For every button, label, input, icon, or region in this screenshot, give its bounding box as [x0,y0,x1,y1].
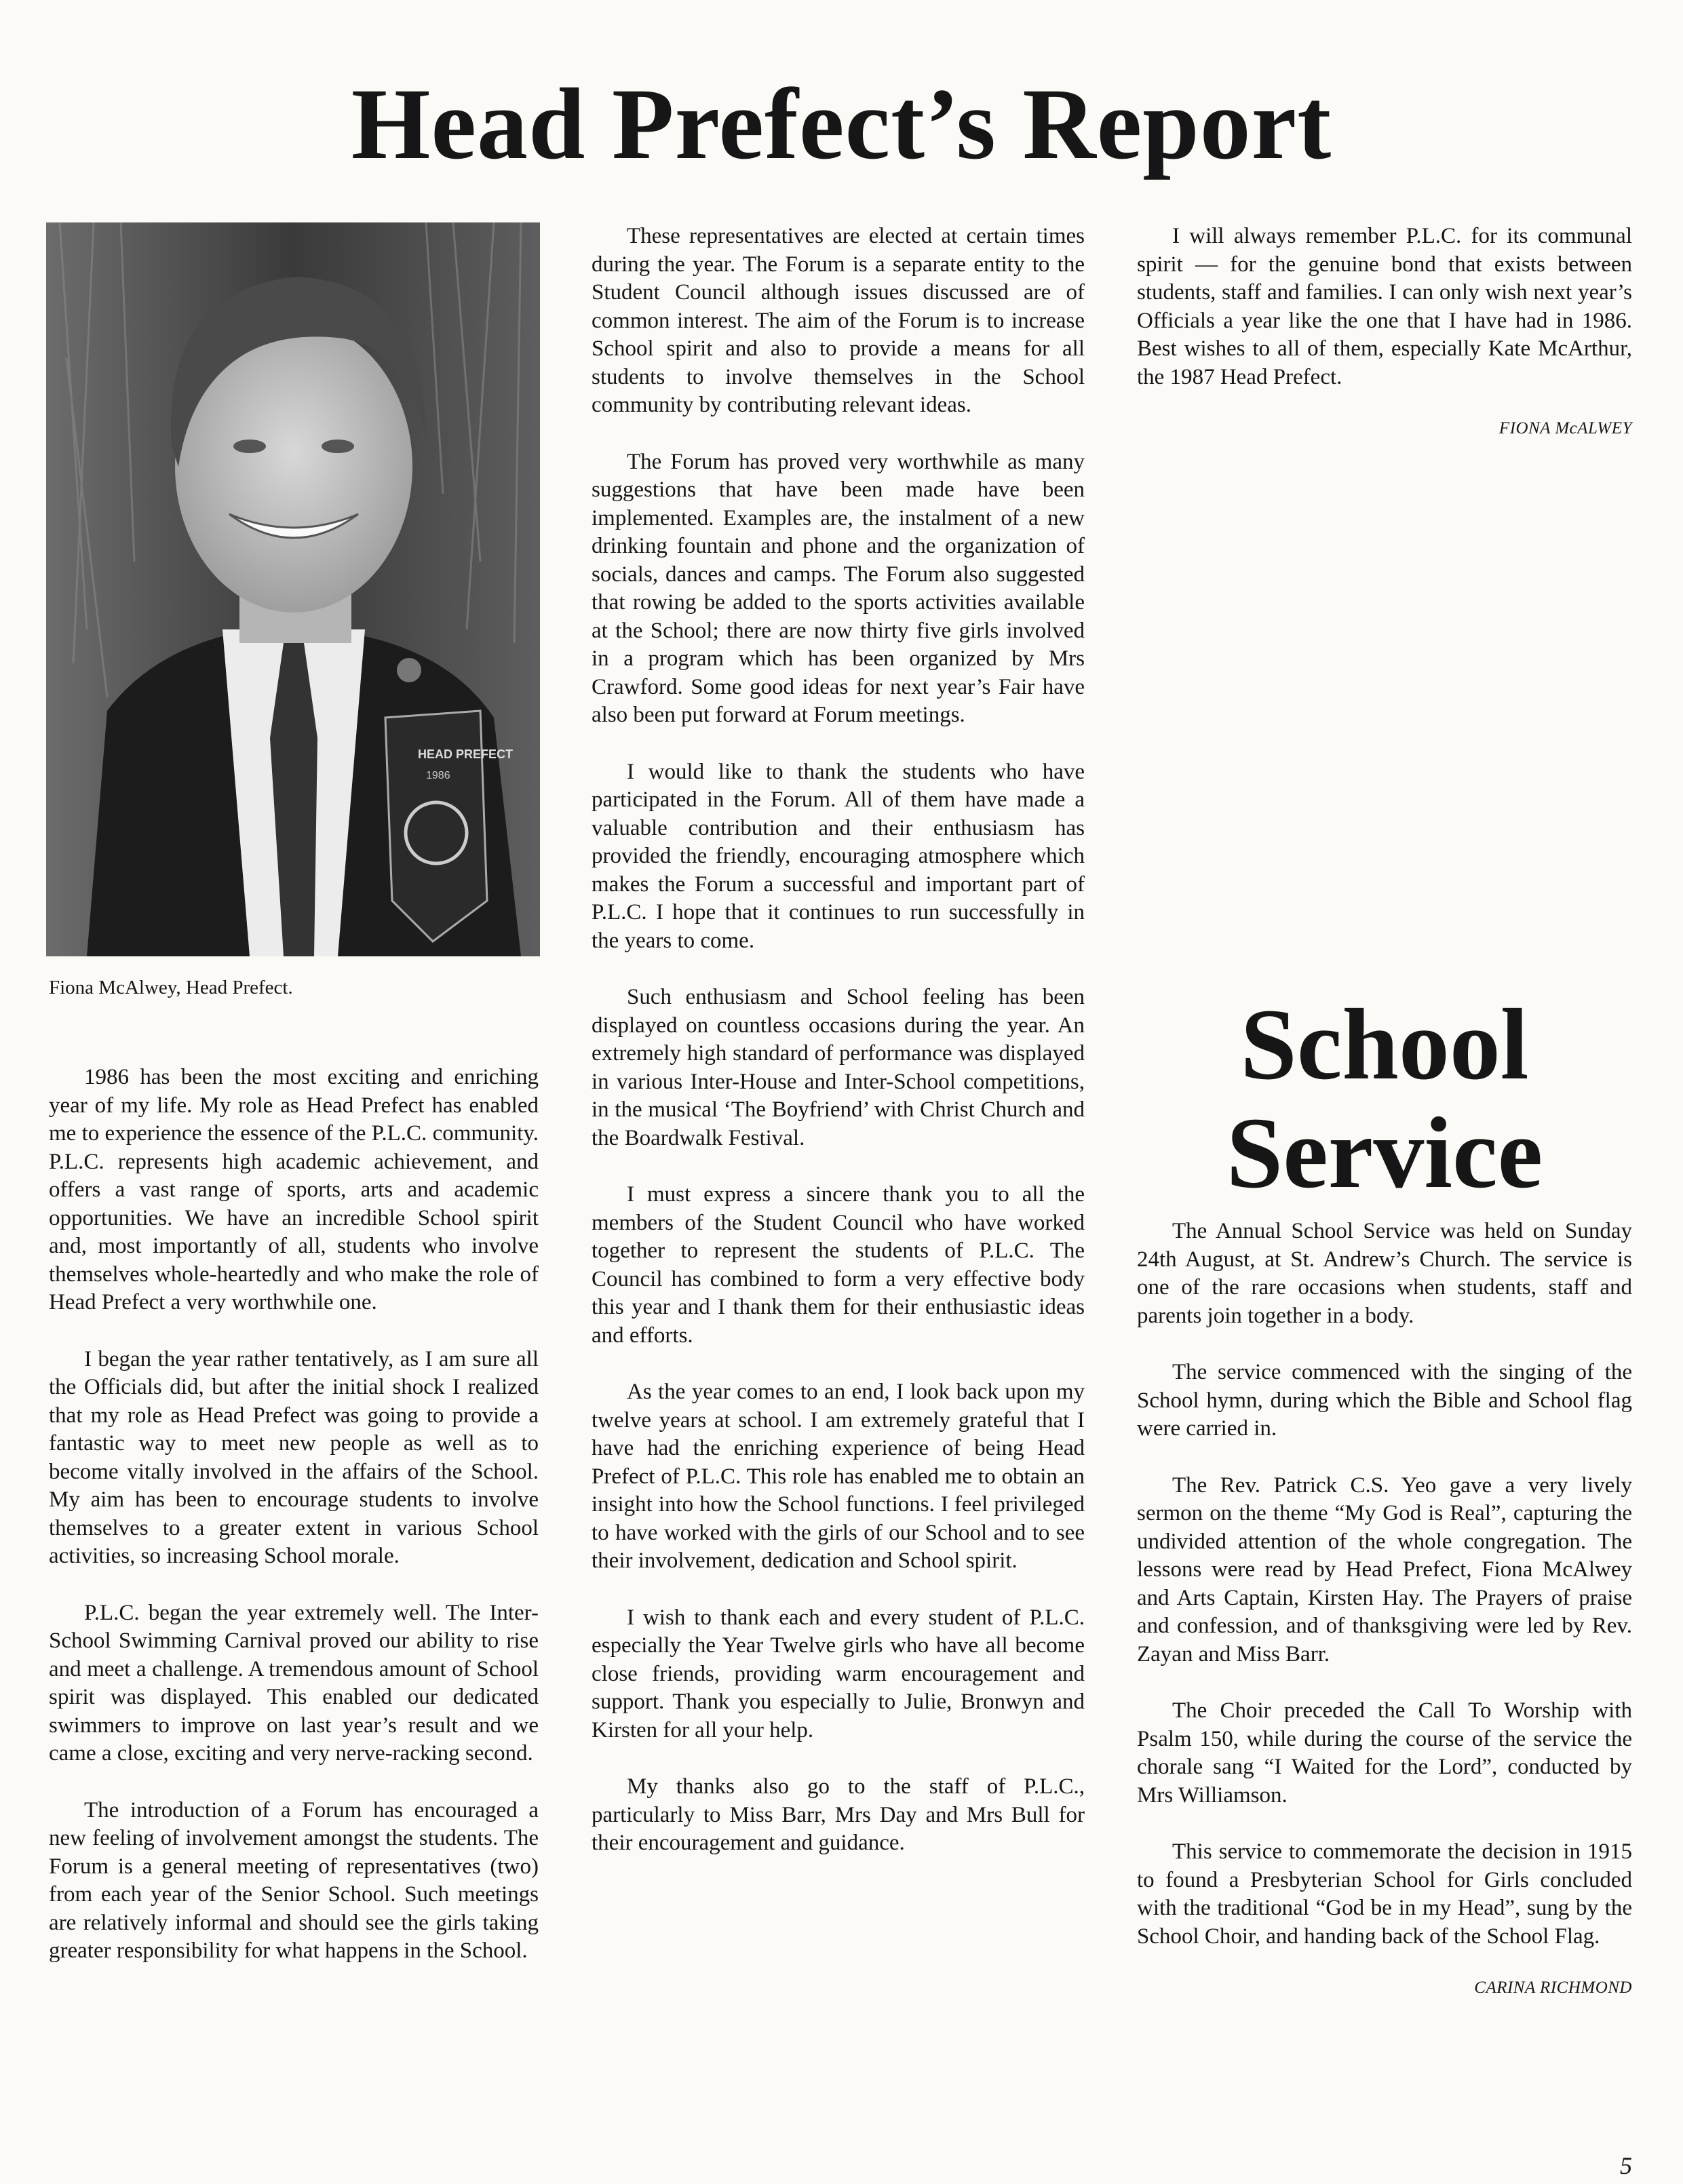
paragraph: Such enthusiasm and School feeling has been displayed on countless occasions during the year. An extremely high standard of performance was displayed in various Inter-House and Inter-School competitions, in the musical ‘The Boyfriend’ with Christ Church and the Boardwalk Festival. [592,985,1085,1150]
svg-text:1986: 1986 [426,770,450,781]
report-column-3 [1137,222,1632,443]
paragraph: This service to commemorate the decision in 1915 to found a Presbyterian School for Girls concluded with the traditional “God be in my Head”, sung by the School Choir, and handing back of the School Flag. [1137,1839,1632,1949]
paragraph: I will always remember P.L.C. for its communal spirit — for the genuine bond that exists between students, staff and families. I can only wish next year’s Officials a year like the one that I have had in 1986. Best wishes to all of them, especially Kate McArthur, the 1987 Head Prefect. [1137,224,1632,389]
page-title: Head Prefect’s Report [351,68,1332,180]
service-author: CARINA RICHMOND [1474,1978,1632,1997]
portrait-image [46,222,540,956]
paragraph: I began the year rather tentatively, as I am sure all the Officials did, but after the initial shock I realized that my role as Head Prefect was going to provide a fantastic way to meet new people as well as to become vitally involved in the affairs of the School. My aim has been to encourage students to involve themselves to a greater extent in various School activities, so increasing School morale. [49,1346,539,1568]
page-number: 5 [1620,2152,1632,2179]
paragraph: The Choir preceded the Call To Worship with Psalm 150, while during the course of the service the chorale sang “I Waited for the Lord”, conducted by Mrs Williamson. [1137,1698,1632,1808]
school-service-heading: School Service [1226,988,1543,1209]
svg-text:HEAD PREFECT: HEAD PREFECT [418,747,514,761]
paragraph: The Forum has proved very worthwhile as many suggestions that have been made have been implemented. Examples are, the instalment of a new drinking fountain and phone and the organization of socials, dances and camps. The Forum also suggested that rowing be added to the sports activities available at the School; there are now thirty five girls involved in a program which has been organized by Mrs Crawford. Some good ideas for next year’s Fair have also been put forward at Forum meetings. [592,449,1085,727]
paragraph: I must express a sincere thank you to all the members of the Student Council who have worked together to represent the students of P.L.C. The Council has combined to form a very effective body this year and I thank them for their enthusiastic ideas and efforts. [592,1182,1085,1348]
paragraph: These representatives are elected at certain times during the year. The Forum is a separate entity to the Student Council although issues discussed are of common interest. The aim of the Forum is to increase School spirit and also to provide a means for all students to involve themselves in the School community by contributing relevant ideas. [592,224,1085,417]
report-column-1 [49,1064,539,1994]
paragraph: The service commenced with the singing of the School hymn, during which the Bible and School flag were carried in. [1137,1360,1632,1441]
photo-caption: Fiona McAlwey, Head Prefect. [49,977,293,998]
paragraph: I would like to thank the students who have participated in the Forum. All of them have made a valuable contribution and their enthusiasm has provided the friendly, encouraging atmosphere which makes the Forum a successful and important part of P.L.C. I hope that it continues to run successfully in the years to come. [592,759,1085,953]
report-author: FIONA McALWEY [1498,419,1632,437]
paragraph: As the year comes to an end, I look back upon my twelve years at school. I am extremely grateful that I have had the enriching experience of being Head Prefect of P.L.C. This role has enabled me to obtain an insight into how the School functions. I feel privileged to have worked with the girls of our School and to see their involvement, dedication and School spirit. [592,1380,1085,1573]
paragraph: 1986 has been the most exciting and enriching year of my life. My role as Head Prefect has enabled me to experience the essence of the P.L.C. community. P.L.C. represents high academic achievement, and offers a vast range of sports, arts and academic opportunities. We have an incredible School spirit and, most importantly of all, students who involve themselves whole-heartedly and who make the role of Head Prefect a very worthwhile one. [49,1065,539,1314]
paragraph: The introduction of a Forum has encouraged a new feeling of involvement amongst the students. The Forum is a general meeting of representatives (two) from each year of the Senior School. Such meetings are relatively informal and should see the girls taking greater responsibility for what happens in the School. [49,1797,539,1963]
school-service-column [1137,1217,1632,2002]
paragraph: My thanks also go to the staff of P.L.C., particularly to Miss Barr, Mrs Day and Mrs Bull for their encouragement and guidance. [592,1774,1085,1855]
paragraph: I wish to thank each and every student of P.L.C. especially the Year Twelve girls who have all become close friends, providing warm encouragement and support. Thank you especially to Julie, Bronwyn and Kirsten for all your help. [592,1605,1085,1742]
report-column-2 [592,222,1085,1886]
head-prefect-photo [46,222,540,956]
paragraph: The Rev. Patrick C.S. Yeo gave a very lively sermon on the theme “My God is Real”, capturing the undivided attention of the whole congregation. The lessons were read by Head Prefect, Fiona McAlwey and Arts Captain, Kirsten Hay. The Prayers of praise and confession, and of thanksgiving were led by Rev. Zayan and Miss Barr. [1137,1473,1632,1666]
paragraph: P.L.C. began the year extremely well. The Inter-School Swimming Carnival proved our ability to rise and meet a challenge. A tremendous amount of School spirit was displayed. This enabled our dedicated swimmers to improve on last year’s result and we came a close, exciting and very nerve-racking second. [49,1600,539,1766]
paragraph: The Annual School Service was held on Sunday 24th August, at St. Andrew’s Church. The service is one of the rare occasions when students, staff and parents join together in a body. [1137,1219,1632,1328]
